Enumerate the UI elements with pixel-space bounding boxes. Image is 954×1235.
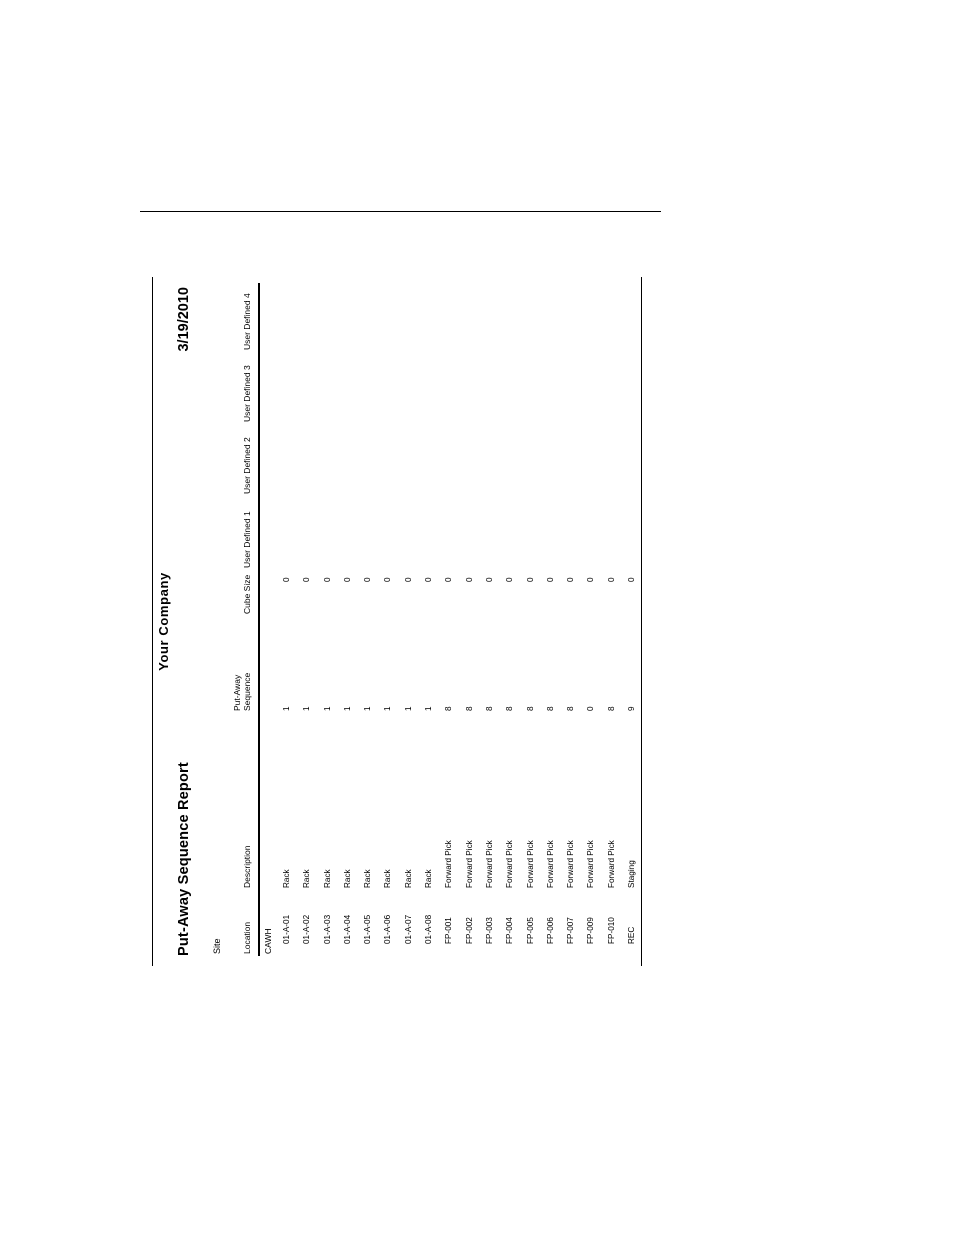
cell-description: Forward Pick	[586, 840, 596, 888]
table-body	[282, 277, 647, 966]
report-page	[152, 277, 642, 966]
cell-description: Rack	[342, 869, 352, 888]
column-sequence-line1: Put-Away	[232, 674, 242, 711]
cell-sequence: 8	[525, 706, 535, 711]
column-user-defined-3: User Defined 3	[242, 365, 252, 422]
cell-location: 01-A-05	[363, 914, 373, 944]
header-rule	[258, 283, 260, 956]
cell-sequence: 1	[282, 706, 291, 711]
cell-cube-size: 0	[363, 577, 373, 582]
cell-sequence: 1	[363, 706, 373, 711]
table-row	[383, 277, 403, 966]
cell-cube-size: 0	[302, 577, 312, 582]
cell-location: 01-A-03	[322, 914, 332, 944]
table-row	[566, 277, 586, 966]
table-row	[465, 277, 485, 966]
cell-cube-size: 0	[464, 577, 474, 582]
column-cube-size: Cube Size	[242, 574, 252, 614]
cell-cube-size: 0	[545, 577, 555, 582]
cell-location: FP-007	[566, 917, 576, 944]
cell-sequence: 1	[342, 706, 352, 711]
cell-cube-size: 0	[586, 577, 596, 582]
cell-cube-size: 0	[403, 577, 413, 582]
cell-description: Forward Pick	[464, 840, 474, 888]
cell-location: FP-010	[606, 917, 616, 944]
cell-cube-size: 0	[424, 577, 434, 582]
cell-location: FP-002	[464, 917, 474, 944]
column-description: Description	[242, 845, 252, 888]
table-row	[363, 277, 383, 966]
column-user-defined-4: User Defined 4	[242, 293, 252, 350]
cell-description: Forward Pick	[606, 840, 616, 888]
cell-sequence: 1	[322, 706, 332, 711]
cell-cube-size: 0	[566, 577, 576, 582]
table-row	[546, 277, 566, 966]
cell-description: Rack	[424, 869, 434, 888]
cell-description: Forward Pick	[484, 840, 494, 888]
cell-cube-size: 0	[606, 577, 616, 582]
cell-sequence: 1	[302, 706, 312, 711]
cell-sequence: 8	[484, 706, 494, 711]
cell-sequence: 1	[424, 706, 434, 711]
cell-cube-size: 0	[282, 577, 291, 582]
cell-description: Rack	[403, 869, 413, 888]
report-title: Put-Away Sequence Report	[176, 762, 192, 956]
cell-description: Forward Pick	[444, 840, 454, 888]
top-rule	[140, 211, 661, 212]
cell-sequence: 8	[444, 706, 454, 711]
table-row	[607, 277, 627, 966]
column-sequence	[232, 673, 252, 711]
cell-location: 01-A-07	[403, 914, 413, 944]
cell-description: Staging	[627, 860, 637, 888]
cell-sequence: 8	[606, 706, 616, 711]
cell-location: 01-A-06	[383, 914, 393, 944]
cell-location: REC	[627, 926, 637, 944]
cell-location: 01-A-02	[302, 914, 312, 944]
cell-location: 01-A-01	[282, 914, 291, 944]
cell-sequence: 0	[586, 706, 596, 711]
cell-description: Forward Pick	[566, 840, 576, 888]
cell-description: Rack	[383, 869, 393, 888]
cell-description: Forward Pick	[525, 840, 535, 888]
table-row	[323, 277, 343, 966]
cell-location: 01-A-08	[424, 914, 434, 944]
cell-cube-size: 0	[627, 577, 637, 582]
cell-description: Rack	[322, 869, 332, 888]
cell-location: 01-A-04	[342, 914, 352, 944]
cell-description: Forward Pick	[545, 840, 555, 888]
table-row	[627, 277, 647, 966]
report-date: 3/19/2010	[176, 287, 192, 352]
cell-location: FP-009	[586, 917, 596, 944]
table-row	[404, 277, 424, 966]
table-row	[302, 277, 322, 966]
site-label: Site	[212, 938, 222, 954]
cell-sequence: 8	[505, 706, 515, 711]
table-row	[424, 277, 444, 966]
cell-description: Forward Pick	[505, 840, 515, 888]
table-row	[444, 277, 464, 966]
cell-sequence: 1	[403, 706, 413, 711]
cell-location: FP-005	[525, 917, 535, 944]
table-row	[505, 277, 525, 966]
site-group-label: CAWH	[263, 928, 273, 954]
cell-cube-size: 0	[322, 577, 332, 582]
cell-cube-size: 0	[342, 577, 352, 582]
report-frame	[152, 277, 642, 966]
column-user-defined-1: User Defined 1	[242, 511, 252, 568]
cell-location: FP-004	[505, 917, 515, 944]
cell-sequence: 8	[566, 706, 576, 711]
column-header-row	[228, 277, 258, 966]
company-name: Your Company	[156, 572, 171, 671]
cell-description: Rack	[363, 869, 373, 888]
cell-sequence: 8	[464, 706, 474, 711]
table-row	[485, 277, 505, 966]
cell-sequence: 9	[627, 706, 637, 711]
cell-cube-size: 0	[525, 577, 535, 582]
column-location: Location	[242, 921, 252, 954]
cell-description: Rack	[282, 869, 291, 888]
cell-sequence: 8	[545, 706, 555, 711]
cell-location: FP-003	[484, 917, 494, 944]
cell-cube-size: 0	[383, 577, 393, 582]
table-row	[586, 277, 606, 966]
cell-cube-size: 0	[505, 577, 515, 582]
cell-description: Rack	[302, 869, 312, 888]
table-row	[282, 277, 302, 966]
column-sequence-line2: Sequence	[242, 672, 252, 711]
column-user-defined-2: User Defined 2	[242, 437, 252, 494]
table-row	[526, 277, 546, 966]
cell-cube-size: 0	[444, 577, 454, 582]
cell-cube-size: 0	[484, 577, 494, 582]
cell-location: FP-006	[545, 917, 555, 944]
table-row	[343, 277, 363, 966]
cell-sequence: 1	[383, 706, 393, 711]
cell-location: FP-001	[444, 917, 454, 944]
